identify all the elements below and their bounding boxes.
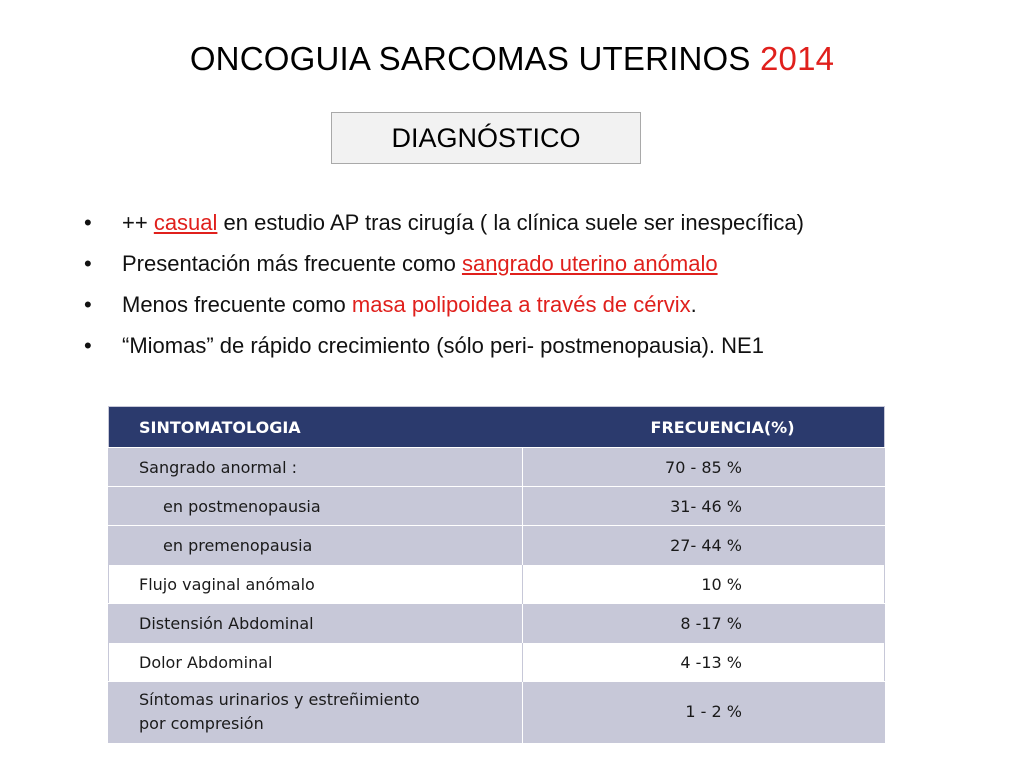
bullet-item: [84, 202, 804, 243]
bullet-dot: •: [84, 333, 92, 358]
cell-frequency: 4 -13 %: [523, 643, 885, 682]
section-label-box: [331, 112, 641, 164]
table-header-row: [109, 407, 885, 448]
symptom-table: [108, 406, 885, 743]
cell-frequency: 27- 44 %: [523, 526, 885, 565]
bullet-item: [84, 243, 804, 284]
cell-frequency: 70 - 85 %: [523, 448, 885, 487]
cell-symptom: Sangrado anormal :: [109, 448, 523, 487]
cell-symptom: Dolor Abdominal: [109, 643, 523, 682]
bullet-text: en estudio AP tras cirugía ( la clínica suele ser inespecífica): [217, 210, 804, 235]
cell-symptom: en postmenopausia: [109, 487, 523, 526]
table-row: [109, 682, 885, 743]
bullet-text: .: [690, 292, 697, 317]
slide-title: [0, 40, 1024, 78]
slide-title-year: 2014: [759, 40, 835, 77]
bullet-list: [84, 202, 804, 366]
table-row: [109, 604, 885, 643]
table-row: [109, 487, 885, 526]
bullet-text: Presentación más frecuente como: [122, 251, 462, 276]
cell-frequency: 8 -17 %: [523, 604, 885, 643]
cell-symptom: Flujo vaginal anómalo: [109, 565, 523, 604]
cell-frequency: 10 %: [523, 565, 885, 604]
cell-frequency: 1 - 2 %: [523, 682, 885, 743]
slide-title-main: ONCOGUIA SARCOMAS UTERINOS: [189, 40, 751, 77]
bullet-highlight: sangrado uterino anómalo: [461, 251, 718, 276]
bullet-text: Menos frecuente como: [122, 292, 352, 317]
table-row: [109, 565, 885, 604]
header-symptom: SINTOMATOLOGIA: [109, 407, 523, 448]
cell-symptom: [109, 682, 523, 743]
table-row: [109, 643, 885, 682]
cell-symptom: en premenopausia: [109, 526, 523, 565]
cell-frequency: 31- 46 %: [523, 487, 885, 526]
bullet-dot: •: [84, 210, 92, 235]
bullet-text: ++: [122, 210, 154, 235]
table-row: [109, 526, 885, 565]
bullet-highlight: casual: [153, 210, 218, 235]
bullet-text: “Miomas” de rápido crecimiento (sólo peri- postmenopausia). NE1: [122, 333, 764, 358]
header-frequency: FRECUENCIA(%): [523, 407, 885, 448]
cell-symptom-line2: por compresión: [139, 714, 264, 733]
bullet-dot: •: [84, 292, 92, 317]
cell-symptom: Distensión Abdominal: [109, 604, 523, 643]
cell-symptom-line1: Síntomas urinarios y estreñimiento: [139, 690, 420, 709]
section-label: DIAGNÓSTICO: [391, 122, 581, 153]
bullet-item: [84, 284, 804, 325]
bullet-item: [84, 325, 804, 366]
bullet-dot: •: [84, 251, 92, 276]
bullet-highlight: masa polipoidea a través de cérvix: [351, 292, 691, 317]
table-row: [109, 448, 885, 487]
